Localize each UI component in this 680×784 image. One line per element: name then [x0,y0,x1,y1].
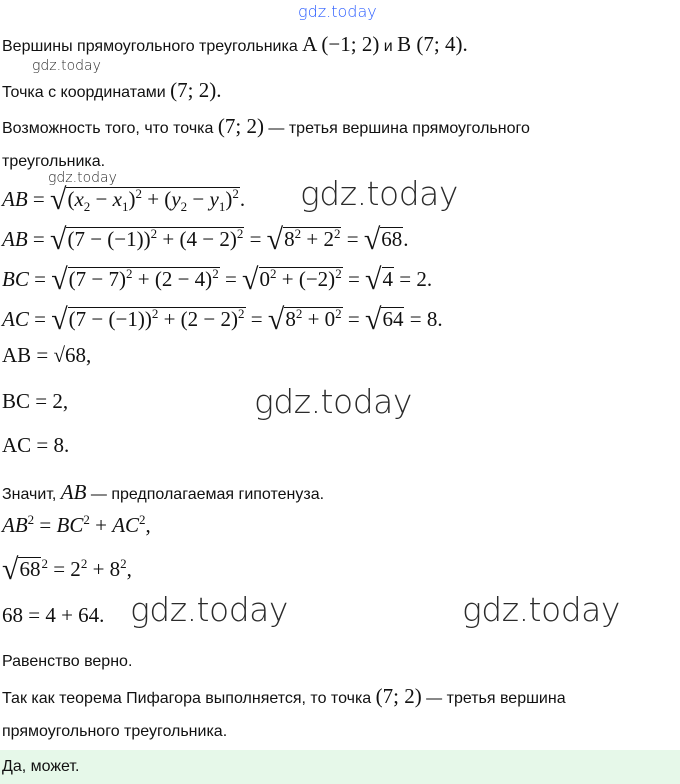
watermark-large-b: gdz.today [254,382,412,421]
pythagoras-substituted: $√68^2 = 2^2 + 8^2$, [2,553,132,586]
possibility-statement: Возможность того, что точка (7; 2) — третья вершина прямоугольного [2,114,530,138]
pythagoras-sum: 68 = 4 + 64. [2,603,105,627]
watermark-large-d: gdz.today [462,590,620,629]
watermark-top: gdz.today [298,2,377,21]
ac-value: AC = 8. [2,433,70,457]
ac-computation: AC = $√(7 - (-1))^2 + (2 - 2)^2 = √8^2 + 0^2 = √64 = 8$. [2,303,443,336]
distance-formula: AB = $√(x_2 - x_1)^2 + (y_2 - y_1)^2$. [2,183,246,216]
watermark-small-b: gdz.today [48,170,117,186]
watermark-small-a: gdz.today [32,58,101,74]
answer-text: Да, может. [2,758,80,775]
point-statement: Точка с координатами (7; 2). [2,78,222,102]
watermark-large-a: gdz.today [300,174,458,213]
watermark-large-c: gdz.today [130,590,288,629]
point-c-conclusion: (7; 2) [375,684,422,708]
hypotenuse-statement: Значит, AB — предполагаемая гипотенуза. [2,480,325,504]
point-b: B (7; 4). [397,32,468,56]
vertices-statement: Вершины прямоугольного треугольника A (−1; 2) и B (7; 4). [2,32,468,56]
equality-true: Равенство верно. [2,653,133,670]
possibility-statement-cont: треугольника. [2,153,106,170]
ab-computation: AB = $√(7 - (-1))^2 + (4 - 2)^2 = √8^2 + 2^2 = √68$. [2,223,409,256]
answer-box [0,750,680,784]
ab-value: AB = √68, [2,343,92,367]
point-c: (7; 2). [170,78,222,102]
point-c-inline: (7; 2) [217,114,264,138]
bc-value: BC = 2, [2,389,69,413]
bc-computation: BC = $√(7 - 7)^2 + (2 - 4)^2 = √0^2 + (-2)^2 = √4 = 2$. [2,263,433,296]
conclusion-cont: прямоугольного треугольника. [2,723,228,740]
pythagoras-equation: $AB^2 = BC^2 + AC^2$, [2,512,151,537]
conclusion: Так как теорема Пифагора выполняется, то точка (7; 2) — третья вершина [2,684,566,708]
ab-label: AB [60,480,87,504]
point-a: A (−1; 2) [302,32,380,56]
